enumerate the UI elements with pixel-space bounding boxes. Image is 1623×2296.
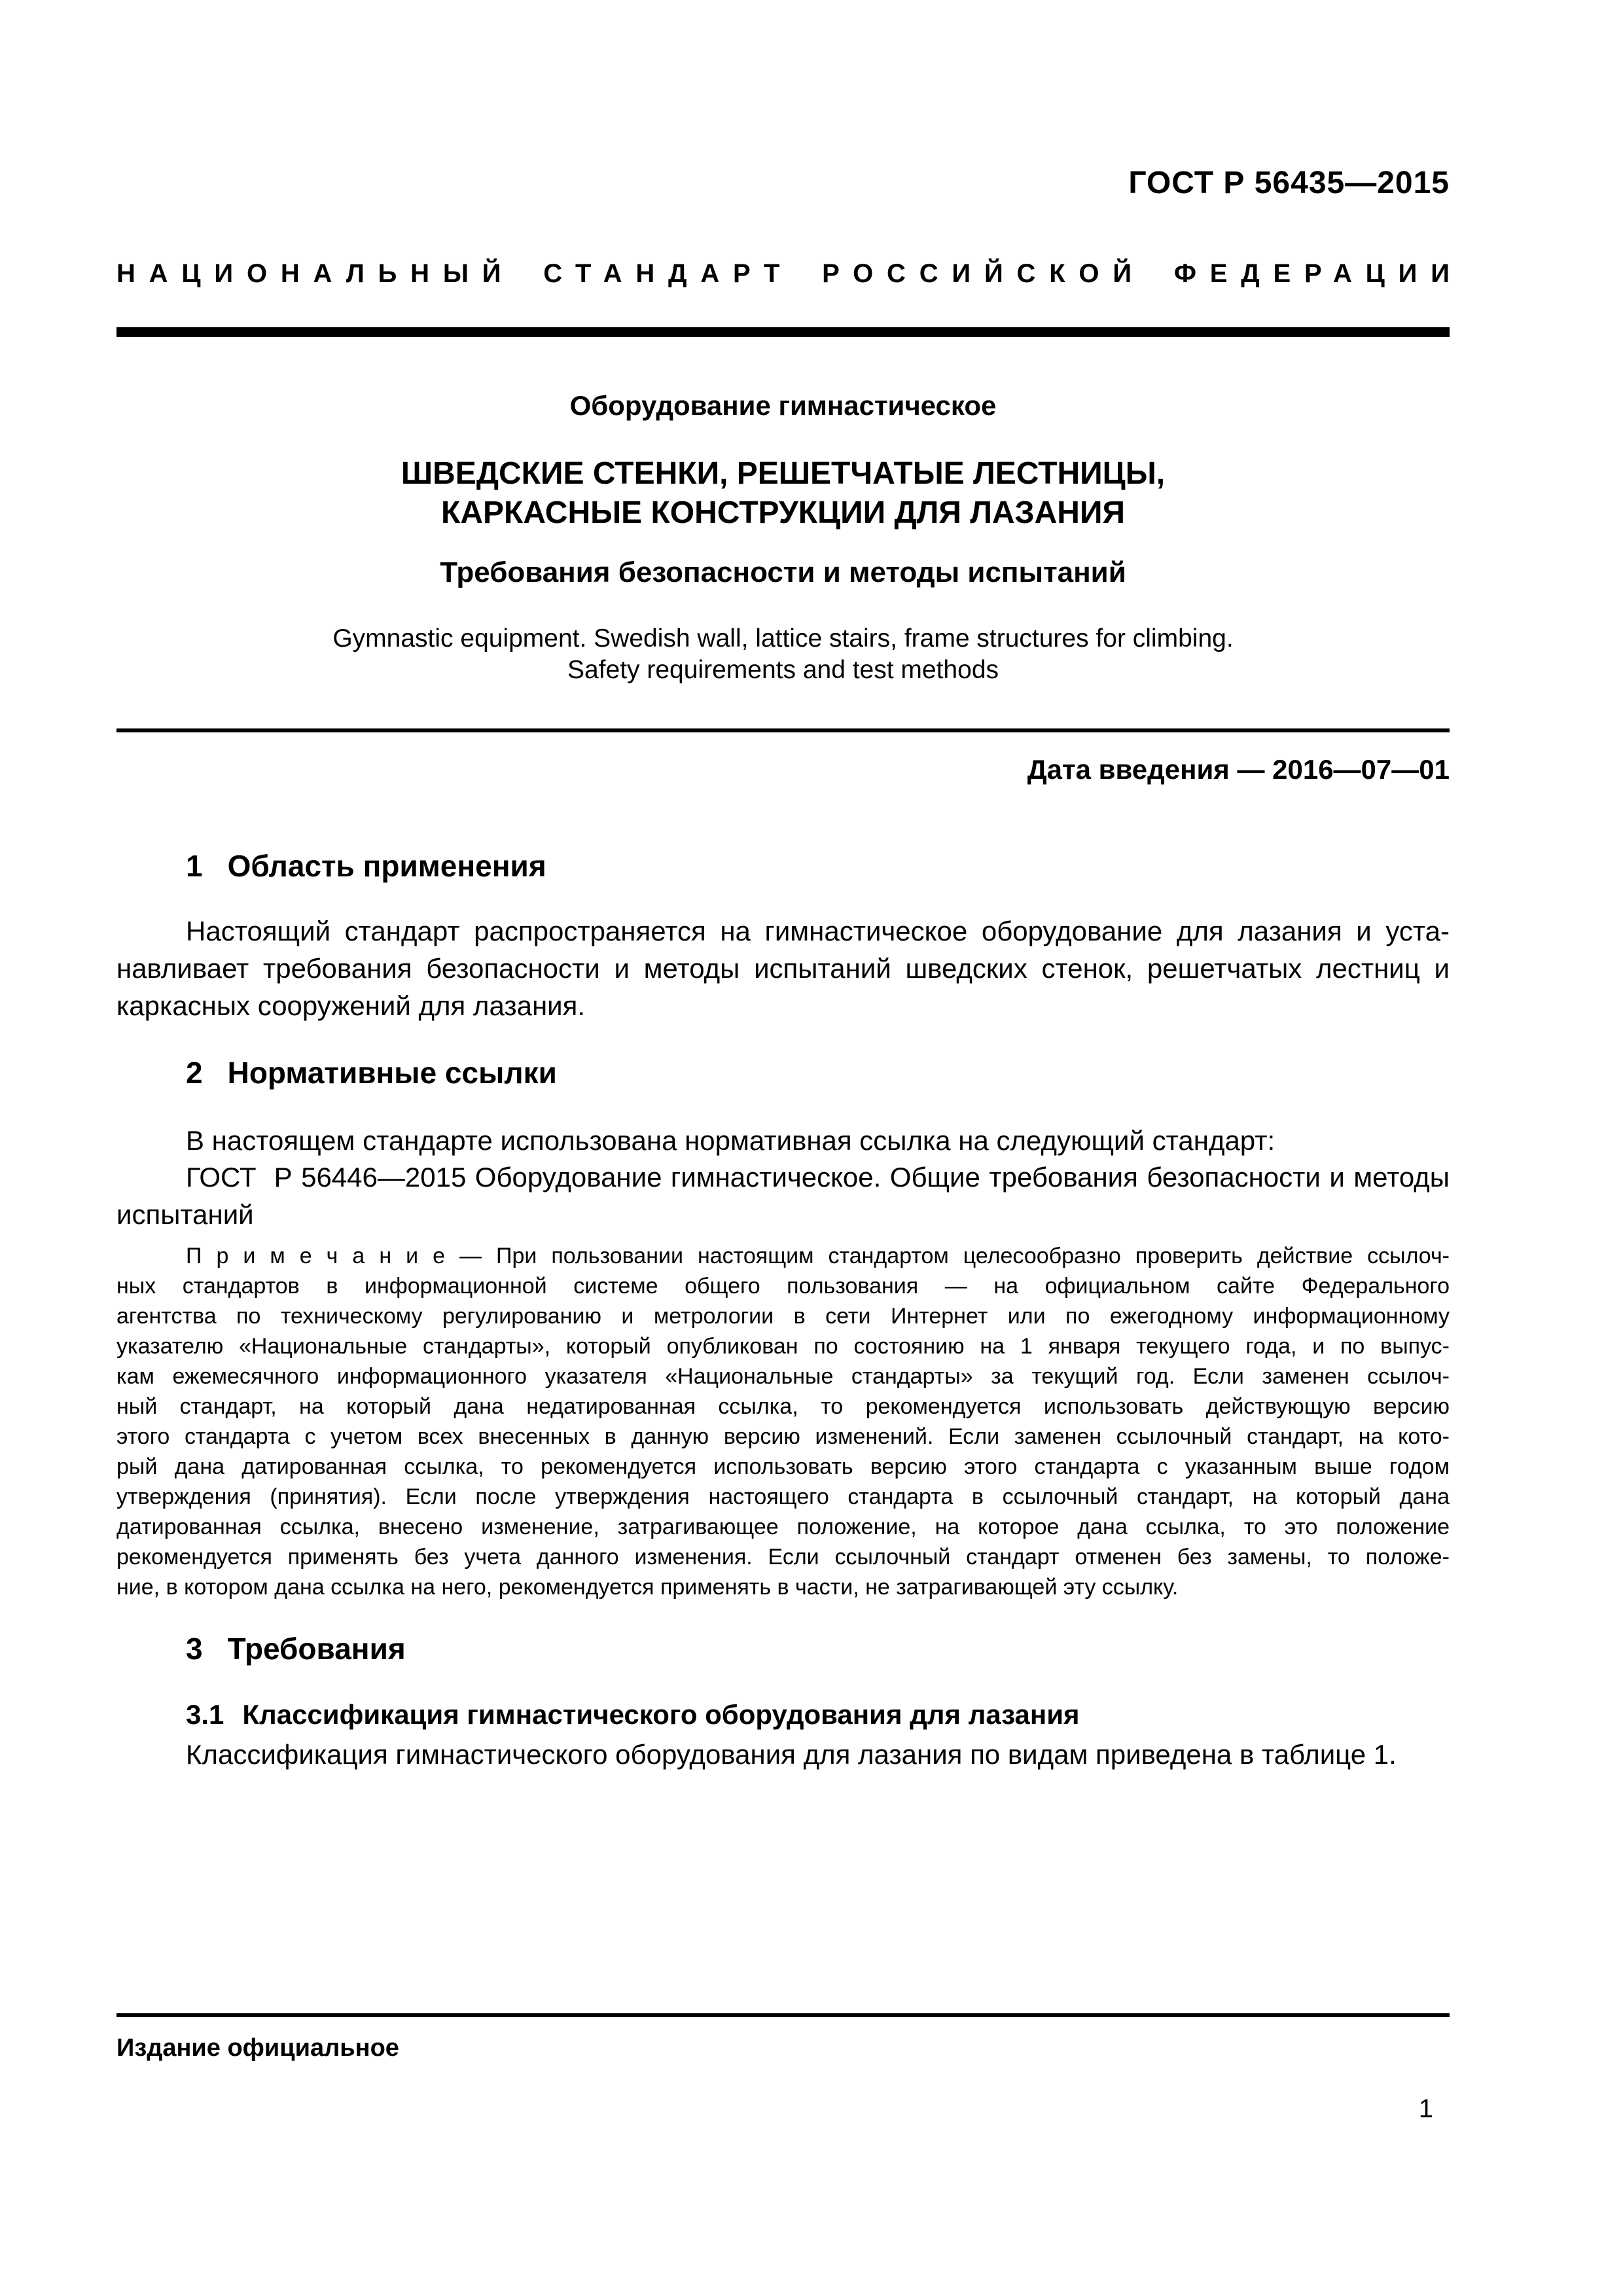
section-1-paragraph — [116, 912, 1450, 1024]
text-line: кам ежемесячного информационного указателя «Национальные стандарты» за текущий год. Если заменен ссылоч- — [116, 1364, 1450, 1389]
section-3-1-heading — [116, 1699, 1519, 1731]
text-line: Классификация гимнастического оборудования для лазания по видам приведена в таблице 1. — [186, 1739, 1397, 1770]
section-number: 1 — [186, 849, 203, 883]
section-1-heading — [116, 848, 1519, 884]
doc-number: ГОСТ Р 56435—2015 — [1128, 166, 1450, 200]
page-number: 1 — [1418, 2094, 1433, 2123]
section-title: Требования — [227, 1632, 406, 1666]
footer-rule — [116, 2013, 1450, 2017]
title-english-line1: Gymnastic equipment. Swedish wall, lattice stairs, frame structures for climbing. — [332, 624, 1234, 653]
section-2-reference — [116, 1158, 1450, 1233]
banner-word: СТАНДАРТ — [543, 259, 794, 288]
section-2-note — [116, 1241, 1450, 1602]
section-number: 2 — [186, 1056, 203, 1090]
subsection-title: Классификация гимнастического оборудования для лазания — [242, 1699, 1080, 1730]
text-line: агентства по техническому регулированию и метрологии в сети Интернет или по ежегодному информационному — [116, 1304, 1450, 1329]
banner-word: ФЕДЕРАЦИИ — [1173, 259, 1463, 288]
subsection-number: 3.1 — [186, 1699, 224, 1730]
text-line: рекомендуется применять без учета данного изменения. Если ссылочный стандарт отменен без замены, то положе- — [116, 1545, 1450, 1570]
text-line: Настоящий стандарт распространяется на гимнастическое оборудование для лазания и уста- — [186, 916, 1450, 946]
text-line: этого стандарта с учетом всех внесенных в данную версию изменений. Если заменен ссылочный стандарт, на кото- — [116, 1424, 1450, 1449]
date-rule — [116, 728, 1450, 732]
section-2-heading — [116, 1055, 1519, 1090]
banner-word: РОССИЙСКОЙ — [822, 259, 1145, 288]
section-title: Область применения — [227, 849, 546, 883]
text-line: ных стандартов в информационной системе общего пользования — на официальном сайте Федерального — [116, 1274, 1450, 1299]
text-line: В настоящем стандарте использована нормативная ссылка на следующий стандарт: — [186, 1125, 1275, 1156]
section-title: Нормативные ссылки — [227, 1056, 557, 1090]
text-line: ный стандарт, на который дана недатированная ссылка, то рекомендуется использовать действующую версию — [116, 1394, 1450, 1419]
text-line: утверждения (принятия). Если после утверждения настоящего стандарта в ссылочный стандарт, на который дана — [116, 1484, 1450, 1509]
title-english — [116, 623, 1450, 686]
text-line: навливает требования безопасности и методы испытаний шведских стенок, решетчатых лестниц и — [116, 953, 1450, 984]
title-main — [116, 454, 1450, 533]
title-subtitle: Требования безопасности и методы испытаний — [440, 556, 1126, 588]
banner-word: НАЦИОНАЛЬНЫЙ — [116, 259, 515, 288]
text-line: ние, в котором дана ссылка на него, рекомендуется применять в части, не затрагивающей эту ссылку. — [116, 1575, 1179, 1600]
text-line: испытаний — [116, 1199, 254, 1230]
text-line: рый дана датированная ссылка, то рекомендуется использовать версию этого стандарта с указанным выше годом — [116, 1454, 1450, 1479]
title-subject: Оборудование гимнастическое — [569, 390, 997, 421]
text-line: указателю «Национальные стандарты», который опубликован по состоянию на 1 января текущего года, и по выпус- — [116, 1334, 1450, 1359]
national-standard-banner — [116, 259, 1463, 289]
section-3-paragraph — [116, 1736, 1450, 1773]
section-number: 3 — [186, 1632, 203, 1666]
effective-date: Дата введения — 2016—07—01 — [1027, 754, 1450, 785]
title-main-line1: ШВЕДСКИЕ СТЕНКИ, РЕШЕТЧАТЫЕ ЛЕСТНИЦЫ, — [401, 456, 1166, 491]
text-line: П р и м е ч а н и е — При пользовании настоящим стандартом целесообразно проверить действие ссылоч- — [186, 1244, 1450, 1268]
edition-note: Издание официальное — [116, 2034, 399, 2062]
text-line: ГОСТ Р 56446—2015 Оборудование гимнастическое. Общие требования безопасности и методы — [186, 1162, 1450, 1193]
section-2-intro — [116, 1122, 1450, 1159]
section-3-heading — [116, 1631, 1519, 1666]
text-line: каркасных сооружений для лазания. — [116, 990, 586, 1021]
text-line: датированная ссылка, внесено изменение, затрагивающее положение, на которое дана ссылка, то это положение — [116, 1515, 1450, 1539]
title-english-line2: Safety requirements and test methods — [567, 656, 999, 684]
title-main-line2: КАРКАСНЫЕ КОНСТРУКЦИИ ДЛЯ ЛАЗАНИЯ — [441, 495, 1125, 530]
header-rule — [116, 327, 1450, 337]
